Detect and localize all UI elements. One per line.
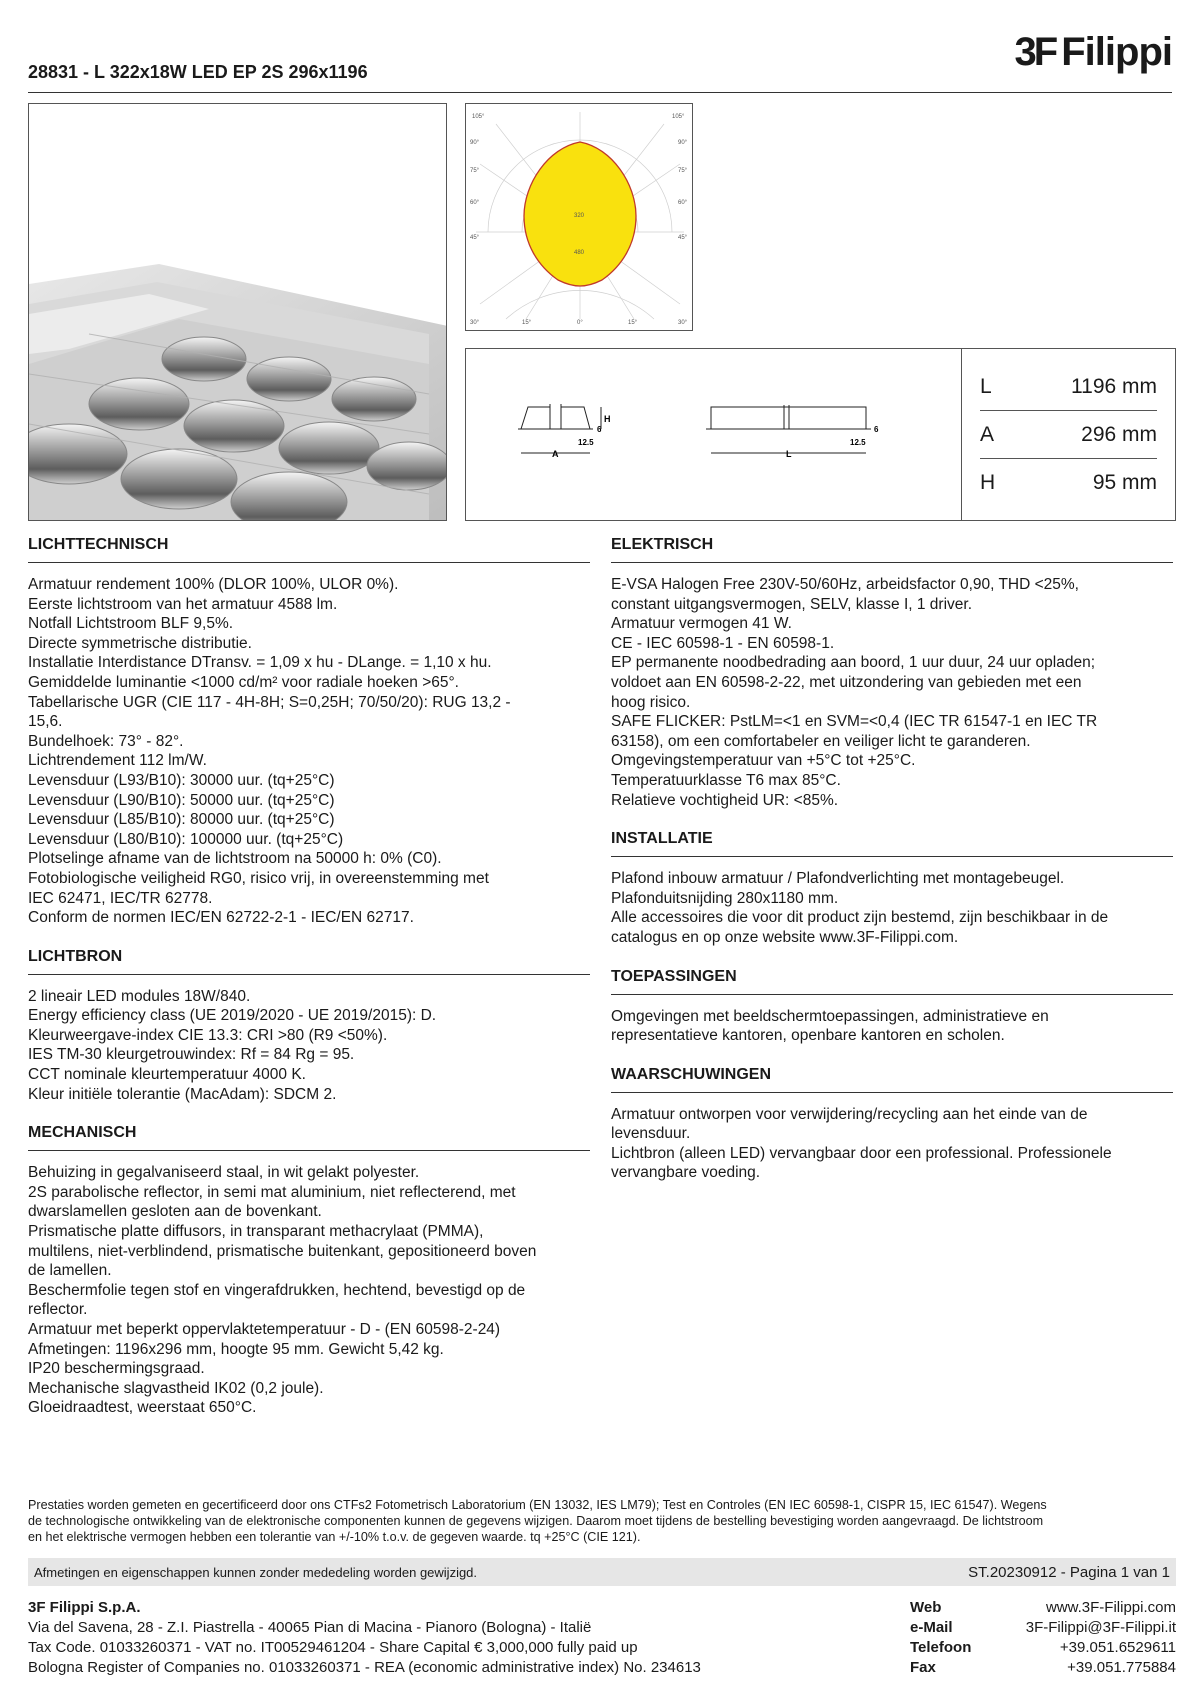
polar-label: 15° [522,320,532,326]
dim-value: 296 mm [1081,422,1157,446]
brand-logo [1015,30,1172,75]
contact-key: Telefoon [910,1639,972,1656]
section-heading: LICHTBRON [28,946,590,975]
company-name: 3F Filippi S.p.A. [28,1599,141,1616]
spec-line: Beschermfolie tegen stof en vingerafdrukken, hechtend, bevestigd op de [28,1281,526,1299]
spec-line: Armatuur met beperkt oppervlaktetemperatuur - D - (EN 60598-2-24) [28,1321,501,1338]
spec-line: constant uitgangsvermogen, SELV, klasse I, 1 driver. [611,595,973,613]
contact-key: e-Mail [910,1619,953,1636]
spec-line: catalogus en op onze website www.3F-Filippi.com. [611,928,959,946]
dim-a-label: A [552,449,559,459]
spec-line: Levensduur (L80/B10): 100000 uur. (tq+25°C) [28,830,344,848]
spec-line: Gemiddelde luminantie <1000 cd/m² voor radiale hoeken >65°. [28,673,459,691]
section-body [611,1105,1173,1183]
disclaimer-line: de technologische ontwikkeling van de elektronische componenten kunnen de gegevens wijzigen. Daarom moet tijdens de bestelling bevestiging worden aangevraagd. De lichtstroom [28,1514,1044,1529]
dim-bottom-label: 12.5 [578,438,594,447]
dim-bottom-label: 12.5 [850,438,866,447]
header-divider [28,92,1172,93]
spec-line: Omgevingen met beeldschermtoepassingen, administratieve en [611,1007,1049,1025]
section-lichttechnisch [28,534,590,928]
polar-label: 30° [470,320,480,326]
performance-disclaimer [28,1497,1176,1546]
logo-text: Filippi [1061,30,1172,74]
contact-row-web [910,1598,1176,1618]
polar-label: 90° [678,140,688,146]
spec-line: Afmetingen: 1196x296 mm, hoogte 95 mm. Gewicht 5,42 kg. [28,1340,444,1358]
spec-line: Lichtbron (alleen LED) vervangbaar door een professional. Professionele [611,1144,1112,1162]
disclaimer-line: Prestaties worden gemeten en gecertificeerd door ons CTFs2 Fotometrisch Laboratorium (EN 13032, IES LM79); Test en Controles (EN IEC 60598-1, CISPR 15, IEC 61547). Wegens [28,1498,1047,1512]
spec-line: Armatuur vermogen 41 W. [611,615,792,633]
spec-line: de lamellen. [28,1262,112,1280]
polar-value: 480 [574,250,585,256]
polar-label: 30° [678,320,688,326]
spec-line: CE - IEC 60598-1 - EN 60598-1. [611,634,835,652]
polar-label: 75° [470,168,480,174]
spec-line: vervangbare voeding. [611,1164,761,1182]
spec-line: Plafond inbouw armatuur / Plafondverlichting met montagebeugel. [611,870,1065,888]
spec-line: Mechanische slagvastheid IK02 (0,2 joule). [28,1379,324,1397]
contact-value: +39.051.775884 [1067,1659,1176,1676]
dimension-drawing [465,348,962,521]
notice-bar [28,1558,1176,1586]
logo-mark: 3F [1014,30,1056,74]
spec-line: IEC 62471, IEC/TR 62778. [28,889,213,907]
section-installatie [611,828,1173,947]
spec-line: voldoet aan EN 60598-2-22, met uitzondering van gebieden met een [611,673,1082,691]
dim-small-label: 6 [874,425,879,434]
polar-value: 320 [574,213,585,219]
spec-line: CCT nominale kleurtemperatuur 4000 K. [28,1066,306,1084]
disclaimer-line: en het elektrische vermogen hebben een tolerantie van +/-10% t.o.v. de gegeven waarde. tq +25°C (CIE 121). [28,1530,641,1545]
polar-label: 75° [678,168,688,174]
polar-label: 90° [470,140,480,146]
spec-line: Temperatuurklasse T6 max 85°C. [611,771,841,789]
spec-line: Omgevingstemperatuur van +5°C tot +25°C. [611,752,916,770]
spec-line: hoog risico. [611,693,691,711]
spec-line: Alle accessoires die voor dit product zijn bestemd, zijn beschikbaar in de [611,909,1109,927]
dim-h-label: H [604,414,611,424]
contact-value: +39.051.6529611 [1059,1639,1176,1656]
section-toepassingen [611,966,1173,1046]
spec-line: Conform de normen IEC/EN 62722-2-1 - IEC/EN 62717. [28,909,414,927]
section-body [611,1007,1173,1046]
polar-label: 45° [470,235,480,241]
spec-line: Levensduur (L85/B10): 80000 uur. (tq+25°C) [28,811,335,829]
page-reference: ST.20230912 - Pagina 1 van 1 [968,1563,1170,1581]
contact-value: 3F-Filippi@3F-Filippi.it [1025,1619,1176,1636]
contact-info [910,1598,1176,1678]
contact-row-telefoon [910,1638,1176,1658]
spec-line: Bundelhoek: 73° - 82°. [28,732,184,750]
spec-line: Energy efficiency class (UE 2019/2020 - UE 2019/2015): D. [28,1007,437,1025]
spec-line: 15,6. [28,713,63,731]
dim-small-label: 6 [597,425,602,434]
company-info [28,1598,701,1678]
polar-label: 15° [628,320,638,326]
section-body [28,987,590,1105]
spec-line: reflector. [28,1301,88,1319]
polar-label: 60° [470,200,480,206]
polar-label: 105° [472,114,485,120]
spec-line: IES TM-30 kleurgetrouwindex: Rf = 84 Rg = 95. [28,1046,355,1064]
spec-line: Directe symmetrische distributie. [28,634,252,652]
section-body [28,1163,590,1418]
section-heading: INSTALLATIE [611,828,1173,857]
company-line: Via del Savena, 28 - Z.I. Piastrella - 40065 Pian di Macina - Pianoro (Bologna) - Italië [28,1619,592,1636]
dim-row-height [980,459,1157,507]
spec-line: IP20 beschermingsgraad. [28,1360,205,1378]
left-column [28,534,590,1436]
polar-diagram [465,103,693,331]
spec-line: representatieve kantoren, openbare kantoren en scholen. [611,1027,1005,1045]
spec-line: Levensduur (L93/B10): 30000 uur. (tq+25°C) [28,771,335,789]
polar-label: 60° [678,200,688,206]
spec-line: Plotselinge afname van de lichtstroom na 50000 h: 0% (C0). [28,850,442,868]
spec-line: Installatie Interdistance DTransv. = 1,09 x hu - DLange. = 1,10 x hu. [28,654,492,672]
company-line: Bologna Register of Companies no. 01033260371 - REA (economic administrative index) No. 234613 [28,1659,701,1676]
dim-value: 95 mm [1092,471,1157,494]
section-mechanisch [28,1122,590,1418]
polar-curve-chart [466,104,694,332]
dim-key: L [980,374,992,398]
spec-line: 63158), om een comfortabeler en veiliger licht te garanderen. [611,732,1031,750]
dim-value: 1196 mm [1071,374,1157,398]
spec-line: Plafonduitsnijding 280x1180 mm. [611,889,839,907]
right-column [611,534,1173,1201]
product-title: 28831 - L 322x18W LED EP 2S 296x1196 [28,62,368,82]
spec-line: Armatuur ontworpen voor verwijdering/recycling aan het einde van de [611,1105,1088,1123]
spec-line: Notfall Lichtstroom BLF 9,5%. [28,615,234,633]
section-heading: TOEPASSINGEN [611,966,1173,995]
spec-line: Lichtrendement 112 lm/W. [28,752,207,770]
luminaire-illustration [29,104,447,521]
spec-line: EP permanente noodbedrading aan boord, 1 uur duur, 24 uur opladen; [611,654,1096,672]
section-elektrisch [611,534,1173,810]
dim-l-label: L [786,449,792,459]
section-heading: LICHTTECHNISCH [28,534,590,563]
polar-label: 45° [678,235,688,241]
contact-row-e-mail [910,1618,1176,1638]
product-photo [28,103,447,521]
section-drawings [466,349,963,522]
dimensions-table [962,348,1176,521]
contact-value: www.3F-Filippi.com [1045,1599,1176,1616]
spec-line: E-VSA Halogen Free 230V-50/60Hz, arbeidsfactor 0,90, THD <25%, [611,576,1079,593]
spec-line: Tabellarische UGR (CIE 117 - 4H-8H; S=0,25H; 70/50/20): RUG 13,2 - [28,693,511,711]
spec-line: SAFE FLICKER: PstLM=<1 en SVM=<0,4 (IEC TR 61547-1 en IEC TR [611,713,1098,731]
spec-line: multilens, niet-verblindend, prismatische buitenkant, gepositioneerd boven [28,1242,537,1260]
spec-line: Kleurweergave-index CIE 13.3: CRI >80 (R9 <50%). [28,1026,388,1044]
contact-key: Web [910,1599,942,1616]
section-waarschuwingen [611,1064,1173,1183]
polar-label: 0° [577,320,583,326]
section-lichtbron [28,946,590,1105]
section-heading: WAARSCHUWINGEN [611,1064,1173,1093]
spec-line: Behuizing in gegalvaniseerd staal, in wit gelakt polyester. [28,1164,420,1182]
spec-line: levensduur. [611,1125,691,1143]
spec-line: Kleur initiële tolerantie (MacAdam): SDCM 2. [28,1085,337,1103]
spec-line: dwarslamellen gesloten aan de bovenkant. [28,1203,322,1221]
spec-line: Prismatische platte diffusors, in transparant methacrylaat (PMMA), [28,1223,484,1241]
spec-line: Levensduur (L90/B10): 50000 uur. (tq+25°C) [28,791,335,809]
spec-line: 2S parabolische reflector, in semi mat aluminium, niet reflecterend, met [28,1183,516,1201]
section-body [611,869,1173,947]
contact-row-fax [910,1658,1176,1678]
section-heading: MECHANISCH [28,1122,590,1151]
spec-line: Eerste lichtstroom van het armatuur 4588 lm. [28,595,338,613]
dim-row-width [980,411,1157,459]
company-line: Tax Code. 01033260371 - VAT no. IT00529461204 - Share Capital € 3,000,000 fully paid up [28,1639,638,1656]
spec-line: Armatuur rendement 100% (DLOR 100%, ULOR 0%). [28,576,399,593]
spec-line: Relatieve vochtigheid UR: <85%. [611,791,839,809]
section-body [28,575,590,928]
dim-row-length [980,363,1157,411]
change-notice: Afmetingen en eigenschappen kunnen zonder mededeling worden gewijzigd. [34,1564,478,1580]
spec-line: Gloeidraadtest, weerstaat 650°C. [28,1399,257,1417]
spec-line: Fotobiologische veiligheid RG0, risico vrij, in overeenstemming met [28,869,489,887]
section-body [611,575,1173,810]
dim-key: H [980,471,996,494]
polar-label: 105° [672,114,685,120]
dim-key: A [980,422,995,446]
contact-key: Fax [910,1659,936,1676]
spec-line: 2 lineair LED modules 18W/840. [28,987,251,1005]
section-heading: ELEKTRISCH [611,534,1173,563]
